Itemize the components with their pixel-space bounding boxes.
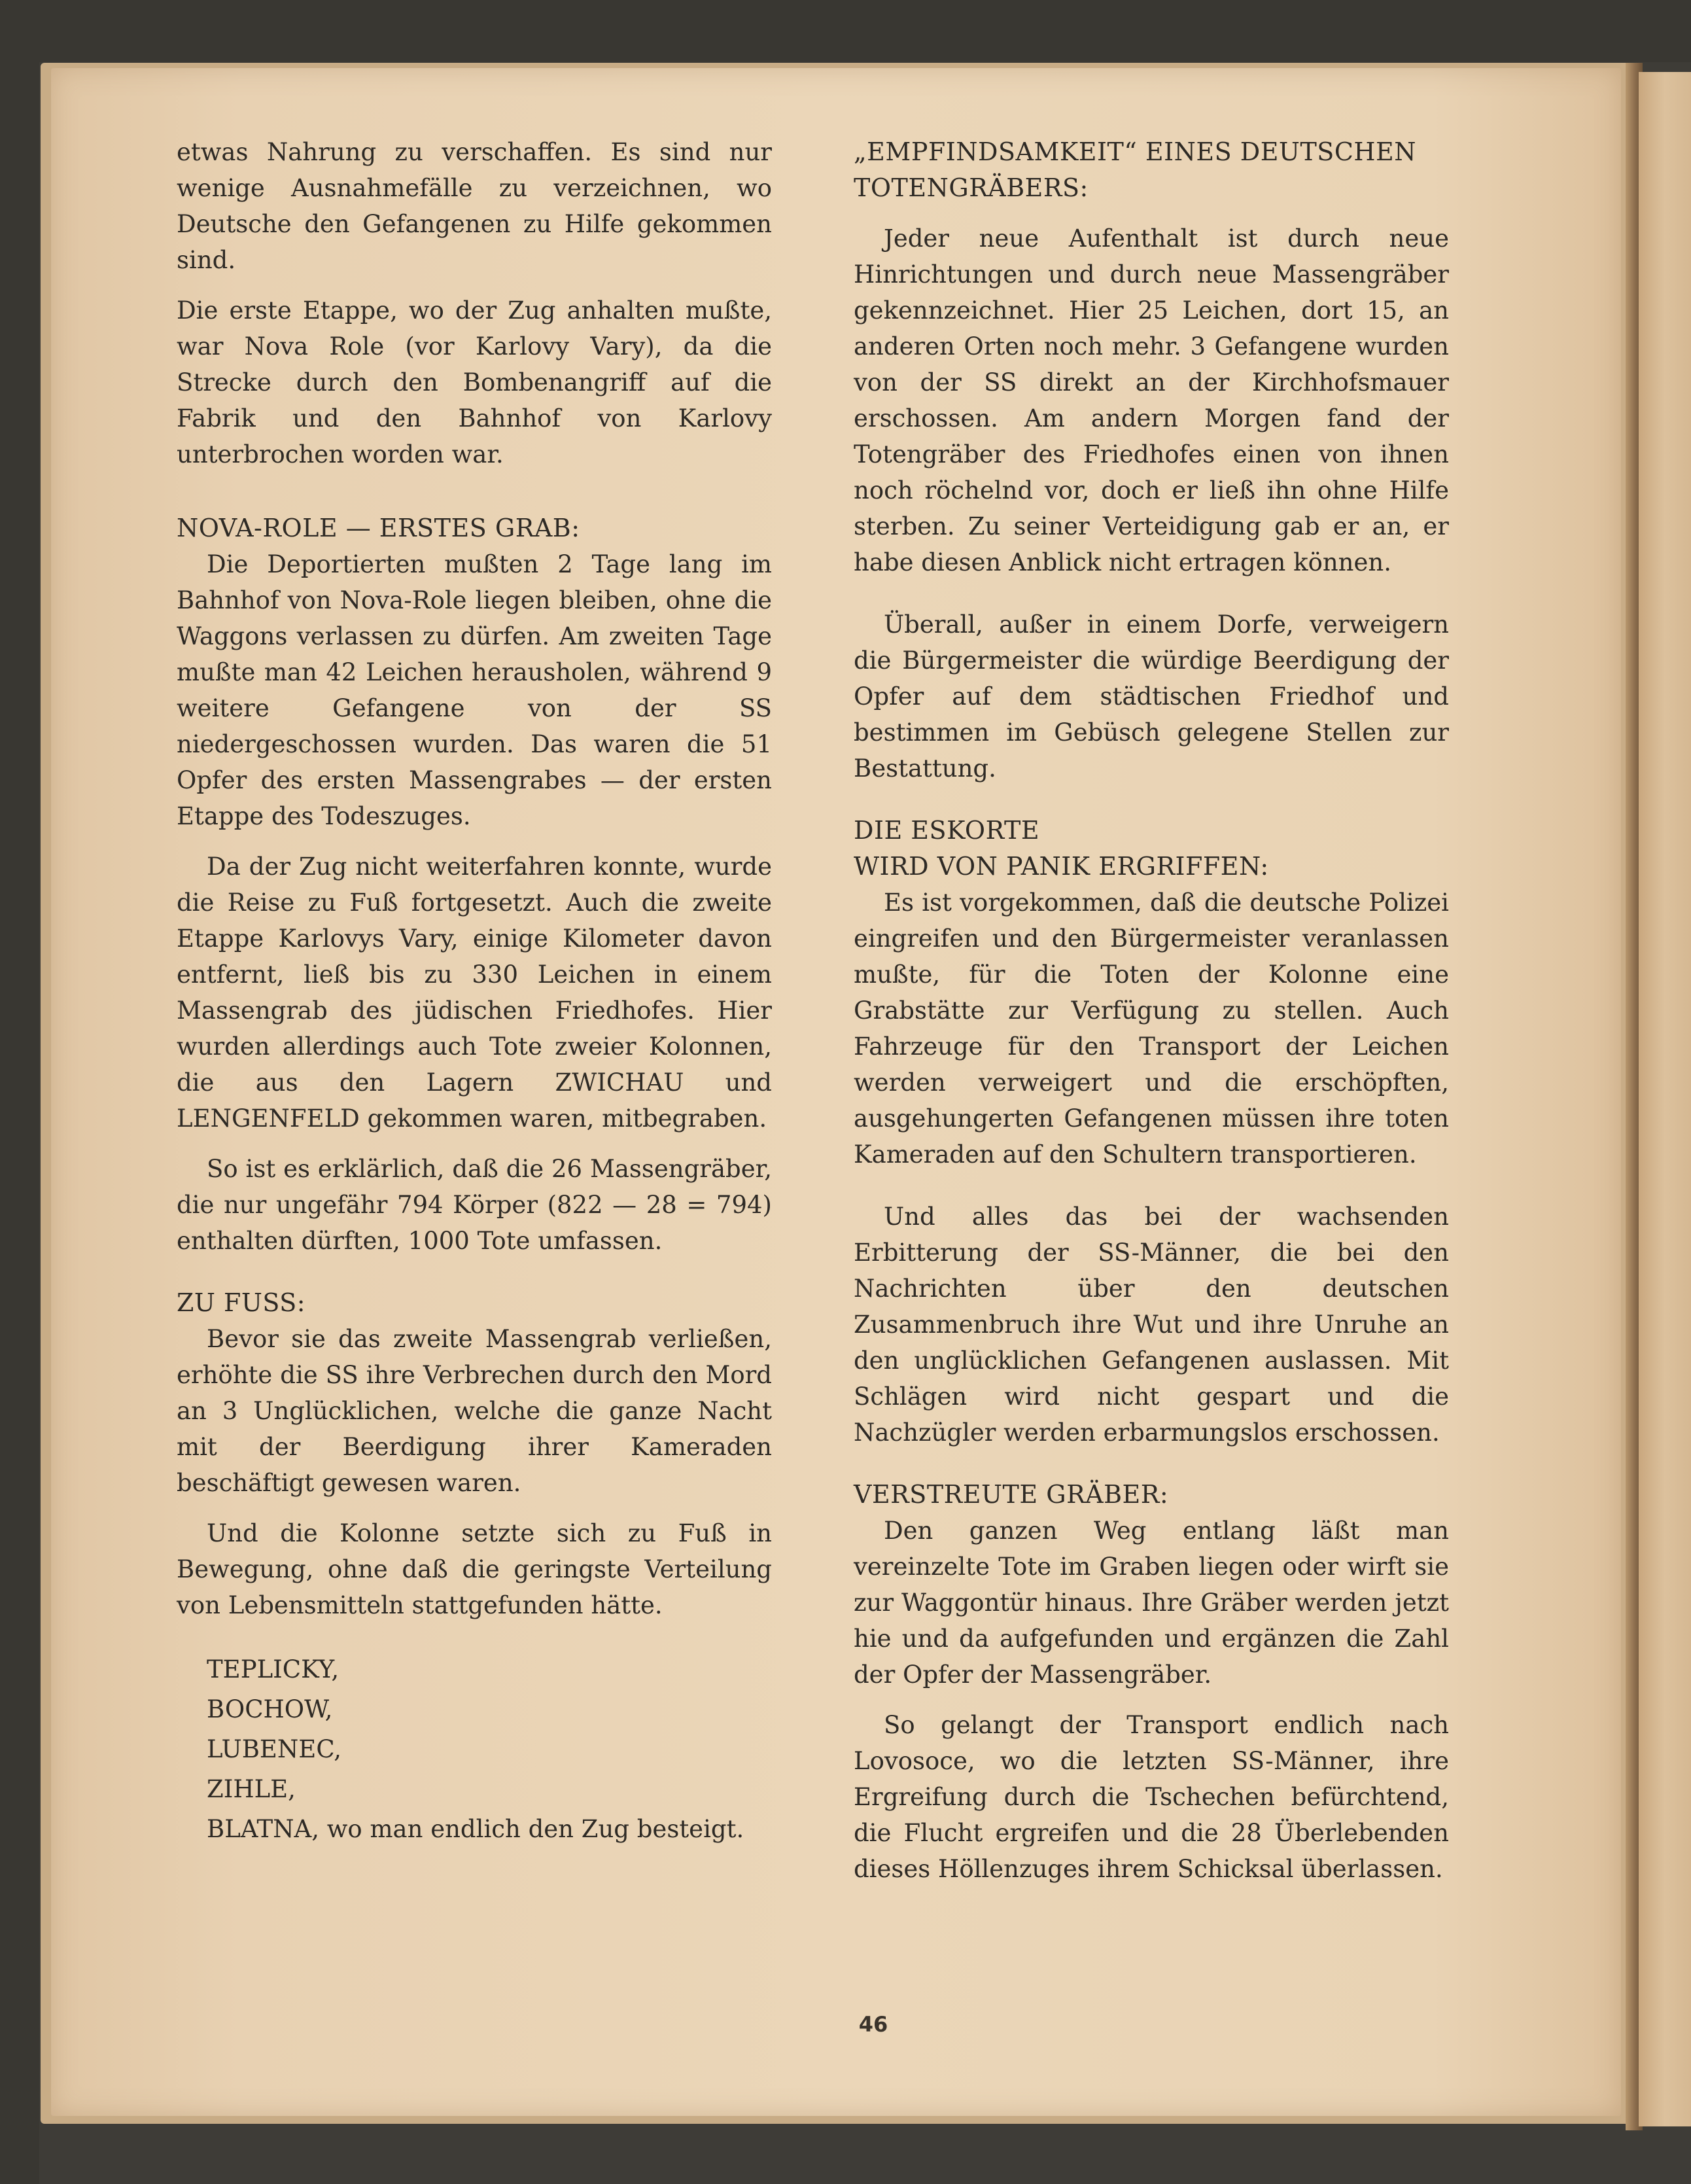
section-heading: NOVA-ROLE — ERSTES GRAB: <box>177 514 580 542</box>
paragraph: etwas Nahrung zu verschaffen. Es sind nur wenige Ausnahmefälle zu verzeichnen, wo Deutsche den Gefangenen zu Hilfe gekommen sind. <box>177 138 772 274</box>
list-item: BLATNA, wo man endlich den Zug besteigt. <box>207 1815 744 1843</box>
paragraph: So ist es erklärlich, daß die 26 Massengräber, die nur ungefähr 794 Körper (822 — 28 = 794) enthalten dürften, 1000 Tote umfassen. <box>177 1155 772 1255</box>
list-item: BOCHOW, <box>207 1695 333 1723</box>
background-board <box>0 0 1691 62</box>
paragraph: Überall, außer in einem Dorfe, verweigern die Bürgermeister die würdige Beerdigung der Opfer auf dem städtischen Friedhof und bestimmen im Gebüsch gelegene Stellen zur Bestattung. <box>854 610 1449 783</box>
paragraph: Da der Zug nicht weiterfahren konnte, wurde die Reise zu Fuß fortgesetzt. Auch die zweite Etappe Karlovys Vary, einige Kilometer davon entfernt, ließ bis zu 330 Leichen in einem Massengrab des jüdischen Friedhofes. Hier wurden allerdings auch Tote zweier Kolonnen, die aus den Lagern ZWICHAU und LENGENFELD gekommen waren, mitbegraben. <box>177 853 772 1133</box>
section-heading: VERSTREUTE GRÄBER: <box>854 1480 1169 1509</box>
page-number: 46 <box>858 2012 888 2037</box>
left-column <box>177 134 772 1849</box>
list-item: TEPLICKY, <box>207 1655 340 1683</box>
paragraph: Es ist vorgekommen, daß die deutsche Polizei eingreifen und den Bürgermeister veranlassen mußte, für die Toten der Kolonne eine Grabstätte zur Verfügung zu stellen. Auch Fahrzeuge für den Transport der Leichen werden verweigert und die erschöpften, ausgehungerten Gefangenen müssen ihre toten Kameraden auf den Schultern transportieren. <box>854 889 1449 1169</box>
list-item: ZIHLE, <box>207 1775 296 1803</box>
place-list <box>177 1649 772 1849</box>
paragraph: Bevor sie das zweite Massengrab verließen, erhöhte die SS ihre Verbrechen durch den Mord an 3 Unglücklichen, welche die ganze Nacht mit der Beerdigung ihrer Kameraden beschäftigt gewesen waren. <box>177 1325 772 1497</box>
background-board-left <box>0 0 39 2184</box>
paragraph: Die erste Etappe, wo der Zug anhalten mußte, war Nova Role (vor Karlovy Vary), da die Strecke durch den Bombenangriff auf die Fabrik und den Bahnhof von Karlovy unterbrochen worden war. <box>177 296 772 468</box>
section-heading: ZU FUSS: <box>177 1288 306 1317</box>
paragraph: Die Deportierten mußten 2 Tage lang im Bahnhof von Nova-Role liegen bleiben, ohne die Waggons verlassen zu dürfen. Am zweiten Tage mußte man 42 Leichen herausholen, während 9 weitere Gefangene von der SS niedergeschossen wurden. Das waren die 51 Opfer des ersten Massengrabes — der ersten Etappe des Todeszuges. <box>177 550 772 830</box>
paragraph: Jeder neue Aufenthalt ist durch neue Hinrichtungen und durch neue Massengräber gekennzeichnet. Hier 25 Leichen, dort 15, an anderen Orten noch mehr. 3 Gefangene wurden von der SS direkt an der Kirchhofsmauer erschossen. Am andern Morgen fand der Totengräber des Friedhofes einen von ihnen noch röchelnd vor, doch er ließ ihn ohne Hilfe sterben. Zu seiner Verteidigung gab er an, er habe diesen Anblick nicht ertragen können. <box>854 224 1449 576</box>
section-heading: „EMPFINDSAMKEIT“ EINES DEUTSCHEN TOTENGRÄBERS: <box>854 137 1417 202</box>
paragraph: Den ganzen Weg entlang läßt man vereinzelte Tote im Graben liegen oder wirft sie zur Waggontür hinaus. Ihre Gräber werden jetzt hie und da aufgefunden und ergänzen die Zahl der Opfer der Massengräber. <box>854 1517 1449 1689</box>
section-heading-line: WIRD VON PANIK ERGRIFFEN: <box>854 852 1269 881</box>
paragraph: Und alles das bei der wachsenden Erbitterung der SS-Männer, die bei den Nachrichten über den deutschen Zusammenbruch ihre Wut und ihre Unruhe an den unglücklichen Gefangenen auslassen. Mit Schlägen wird nicht gespart und die Nachzügler werden erbarmungslos erschossen. <box>854 1203 1449 1447</box>
section-heading-line: DIE ESKORTE <box>854 816 1040 845</box>
right-column <box>854 134 1449 1887</box>
facing-page-edge <box>1639 72 1691 2126</box>
list-item: LUBENEC, <box>207 1735 342 1763</box>
paragraph: Und die Kolonne setzte sich zu Fuß in Bewegung, ohne daß die geringste Verteilung von Lebensmitteln stattgefunden hätte. <box>177 1519 772 1619</box>
paragraph: So gelangt der Transport endlich nach Lovosoce, wo die letzten SS-Männer, ihre Ergreifung durch die Tschechen befürchtend, die Flucht ergreifen und die 28 Überlebenden dieses Höllenzuges ihrem Schicksal überlassen. <box>854 1711 1449 1883</box>
